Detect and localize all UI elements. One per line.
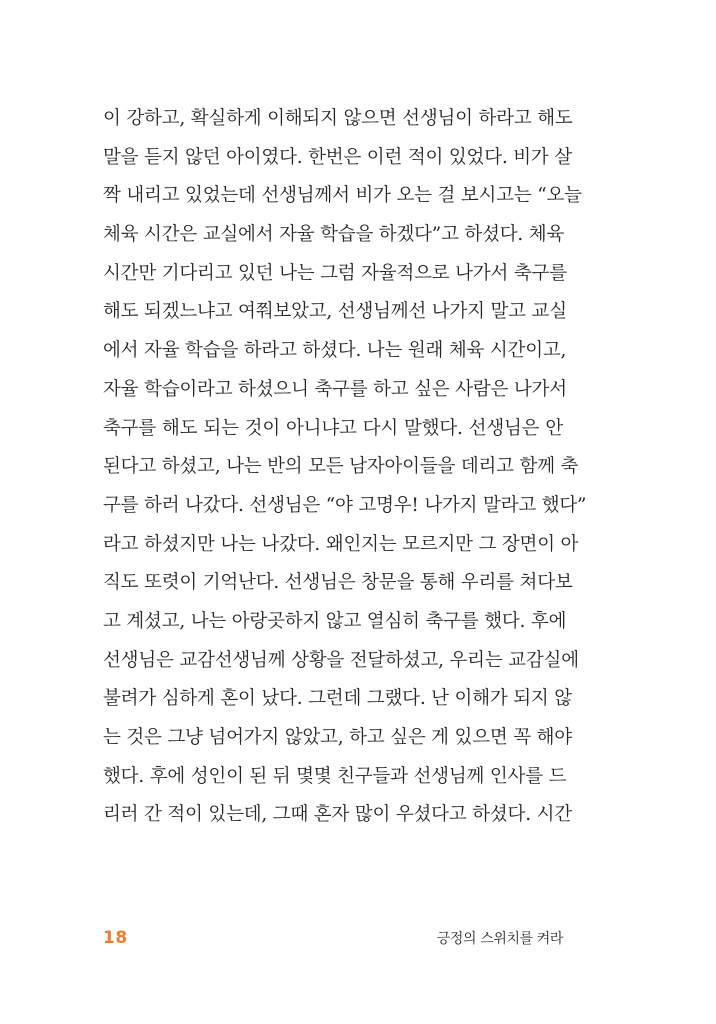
body-text — [103, 100, 587, 835]
text-line: 에서 자율 학습을 하라고 하셨다. 나는 원래 체육 시간이고, — [103, 340, 567, 362]
text-line: 리러 간 적이 있는데, 그때 혼자 많이 우셨다고 하셨다. 시간 — [103, 804, 572, 826]
page-number: 18 — [103, 928, 128, 948]
text-line: 불려가 심하게 혼이 났다. 그런데 그랬다. 난 이해가 되지 않 — [103, 688, 572, 710]
text-line: 해도 되겠느냐고 여쭤보았고, 선생님께선 나가지 말고 교실 — [103, 301, 567, 323]
text-line: 체육 시간은 교실에서 자율 학습을 하겠다”고 하셨다. 체육 — [103, 224, 565, 246]
text-line: 말을 듣지 않던 아이였다. 한번은 이런 적이 있었다. 비가 살 — [103, 146, 572, 168]
text-line: 짝 내리고 있었는데 선생님께서 비가 오는 걸 보시고는 “오늘 — [103, 185, 582, 207]
text-line: 자율 학습이라고 하셨으니 축구를 하고 싶은 사람은 나가서 — [103, 378, 567, 400]
text-line: 는 것은 그냥 넘어가지 않았고, 하고 싶은 게 있으면 꼭 해야 — [103, 727, 572, 748]
text-line: 된다고 하셨고, 나는 반의 모든 남자아이들을 데리고 함께 축 — [103, 456, 579, 478]
page-footer — [103, 926, 563, 950]
text-line: 선생님은 교감선생님께 상황을 전달하셨고, 우리는 교감실에 — [103, 649, 579, 671]
text-line: 시간만 기다리고 있던 나는 그럼 자율적으로 나가서 축구를 — [103, 262, 567, 284]
text-line: 축구를 해도 되는 것이 아니냐고 다시 말했다. 선생님은 안 — [103, 417, 563, 439]
text-line: 라고 하셨지만 나는 나갔다. 왜인지는 모르지만 그 장면이 아 — [103, 533, 579, 555]
text-line: 구를 하러 나갔다. 선생님은 “야 고명우! 나가지 말라고 했다” — [103, 494, 587, 516]
text-line: 했다. 후에 성인이 된 뒤 몇몇 친구들과 선생님께 인사를 드 — [103, 765, 567, 787]
running-title: 긍정의 스위치를 켜라 — [436, 931, 563, 947]
text-line: 고 계셨고, 나는 아랑곳하지 않고 열심히 축구를 했다. 후에 — [103, 610, 567, 632]
text-line: 직도 또렷이 기억난다. 선생님은 창문을 통해 우리를 쳐다보 — [103, 572, 573, 594]
text-line: 이 강하고, 확실하게 이해되지 않으면 선생님이 하라고 해도 — [103, 108, 573, 129]
